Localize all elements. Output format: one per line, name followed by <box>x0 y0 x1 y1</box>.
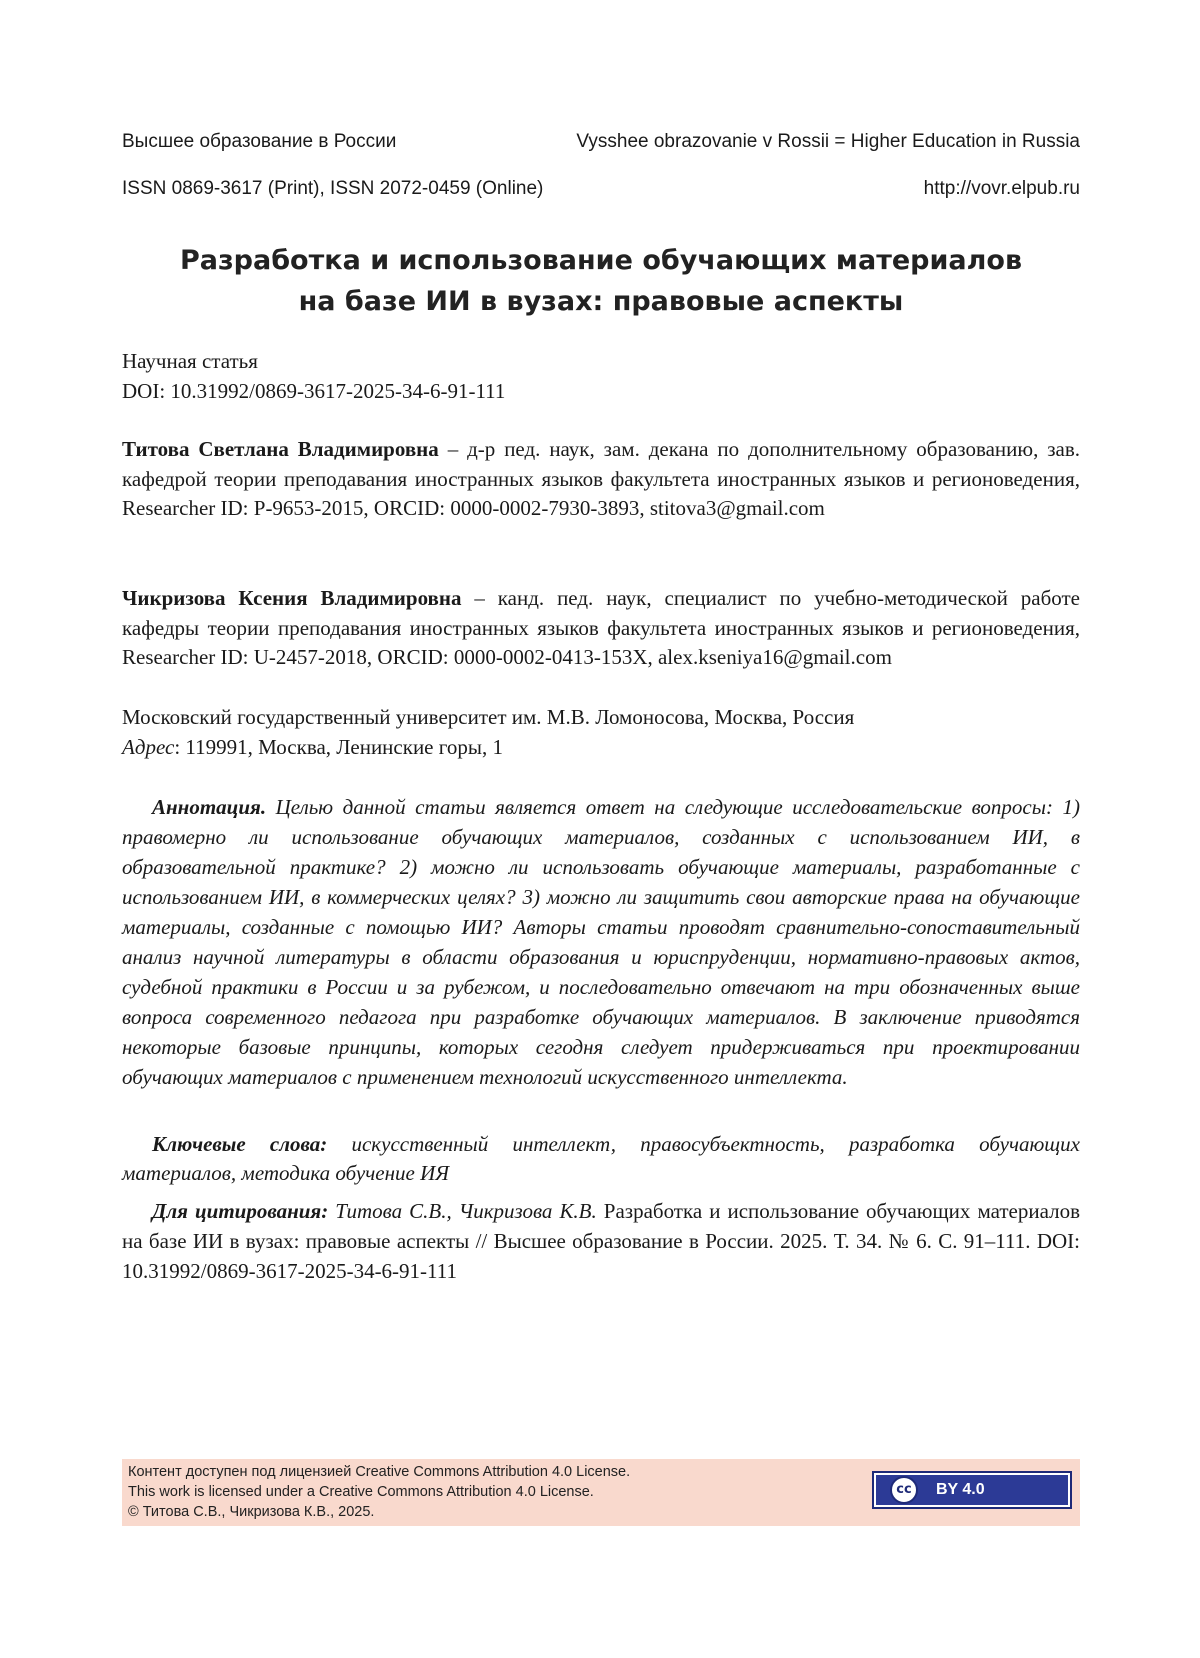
title-line-2: на базе ИИ в вузах: правовые аспекты <box>298 286 904 317</box>
author-block-2 <box>122 584 1080 673</box>
journal-url[interactable]: http://vovr.elpub.ru <box>923 178 1080 199</box>
abstract-text: Целью данной статьи является ответ на следующие исследовательские вопросы: 1) правомерно ли использование обучающих материалов, созданных с использованием ИИ, в образовательной практике? 2) можно ли использовать обучающие материалы, разработанные с использованием ИИ, в коммерческих целях? 3) можно ли защитить свои авторские права на обучающие материалы, созданные с помощью ИИ? Авторы статьи проводят сравнительно-сопоставительный анализ научной литературы в области образования и юриспруденции, нормативно-правовых актов, судебной практики в России и за рубежом, и последовательно отвечают на три обозначенных выше вопроса современного педагога при разработке обучающих материалов. В заключение приводятся некоторые базовые принципы, которых сегодня следует придерживаться при проектировании обучающих материалов с применением технологий искусственного интеллекта. <box>122 795 1080 1089</box>
address-text: : 119991, Москва, Ленинские горы, 1 <box>174 735 503 759</box>
abstract-label: Аннотация. <box>152 795 267 819</box>
affiliation: Московский государственный университет им. М.В. Ломоносова, Москва, Россия <box>122 705 855 729</box>
journal-title-ru: Высшее образование в России <box>122 131 397 152</box>
keywords <box>122 1130 1080 1188</box>
license-box <box>122 1459 1080 1526</box>
journal-issn-row <box>122 178 1080 200</box>
copyright-line: © Титова С.В., Чикризова К.В., 2025. <box>128 1504 375 1520</box>
author-block-1 <box>122 435 1080 524</box>
cc-badge-inner <box>876 1475 1068 1505</box>
address <box>122 732 503 762</box>
citation-label: Для цитирования: <box>152 1199 329 1223</box>
issn: ISSN 0869-3617 (Print), ISSN 2072-0459 (Online) <box>122 178 544 199</box>
journal-title-en: Vysshee obrazovanie v Rossii = Higher Education in Russia <box>576 131 1080 152</box>
journal-header <box>122 131 1080 153</box>
author-info-2: – канд. пед. наук, специалист по учебно-методической работе кафедры теории преподавания иностранных языков факультета иностранных языков и регионоведения, Researcher ID: U-2457-2018, ORCID: 0000-0002-0413-153X, alex.kseniya16@gmail.com <box>122 586 1080 669</box>
keywords-label: Ключевые слова: <box>152 1132 328 1156</box>
cc-icon: cc <box>890 1476 918 1504</box>
article-type: Научная статья <box>122 349 258 373</box>
abstract <box>122 792 1080 1092</box>
cc-by-badge[interactable] <box>872 1471 1072 1509</box>
title-line-1: Разработка и использование обучающих материалов <box>179 245 1023 276</box>
author-name-2: Чикризова Ксения Владимировна <box>122 586 462 610</box>
article-title <box>122 240 1080 322</box>
author-info-1: – д-р пед. наук, зам. декана по дополнительному образованию, зав. кафедрой теории преподавания иностранных языков факультета иностранных языков и регионоведения, Researcher ID: P-9653-2015, ORCID: 0000-0002-7930-3893, stitova3@gmail.com <box>122 437 1081 520</box>
citation-authors: Титова С.В., Чикризова К.В. <box>328 1199 597 1223</box>
citation-text: Разработка и использование обучающих материалов на базе ИИ в вузах: правовые аспекты // Высшее образование в России. 2025. Т. 34. № 6. С. 91–111. DOI: 10.31992/0869-3617-2025-34-6-91-111 <box>122 1199 1081 1283</box>
license-line-en: This work is licensed under a Creative Commons Attribution 4.0 License. <box>128 1484 594 1500</box>
article-doi: DOI: 10.31992/0869-3617-2025-34-6-91-111 <box>122 379 506 403</box>
author-name-1: Титова Светлана Владимировна <box>122 437 439 461</box>
address-label: Адрес <box>122 735 175 759</box>
cc-badge-text: BY 4.0 <box>936 1481 985 1498</box>
license-line-ru: Контент доступен под лицензией Creative Commons Attribution 4.0 License. <box>128 1464 631 1480</box>
citation <box>122 1196 1080 1286</box>
keywords-text: искусственный интеллект, правосубъектность, разработка обучающих материалов, методика обучение ИЯ <box>122 1132 1080 1185</box>
